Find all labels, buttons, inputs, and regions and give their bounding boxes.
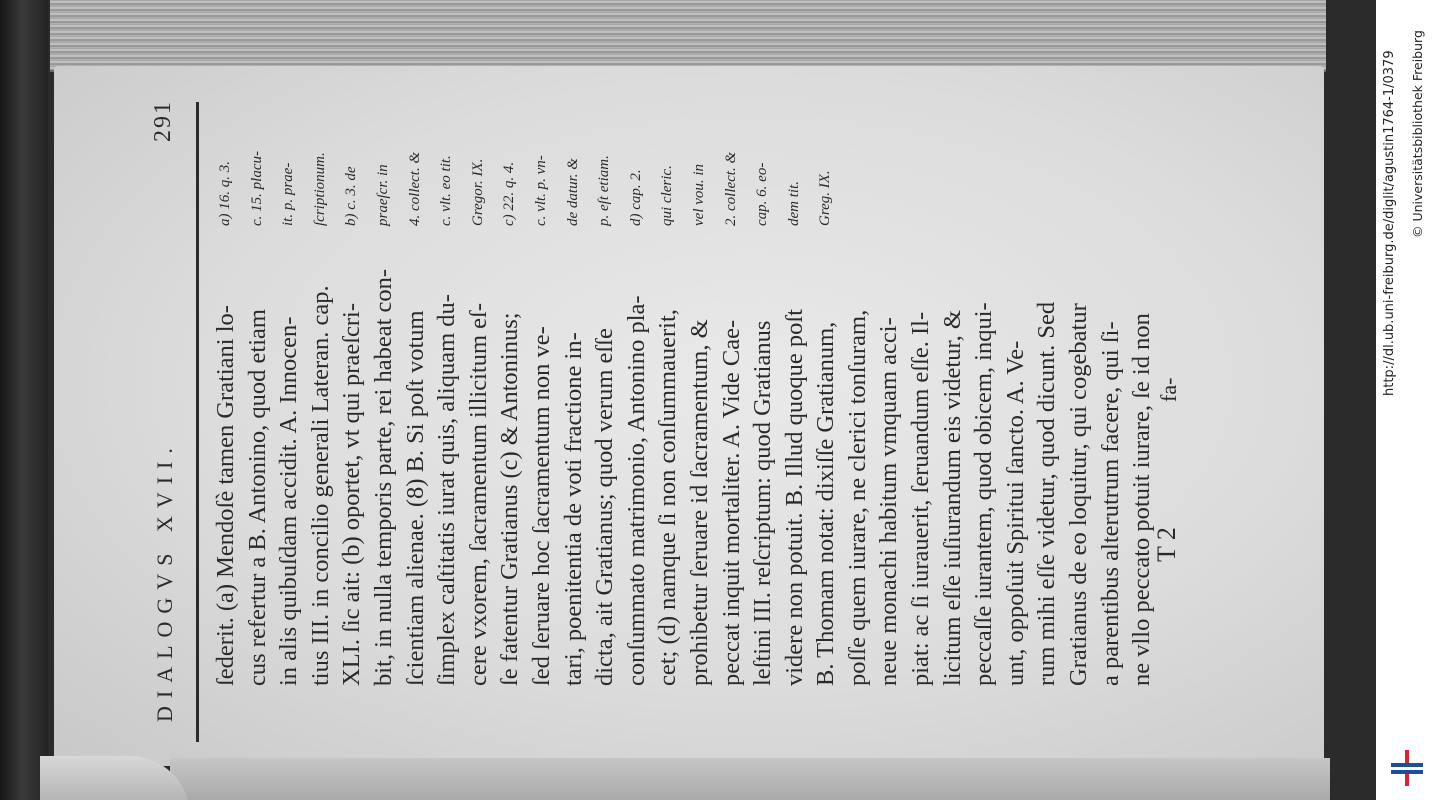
- running-head: DIALOGVS XVII.: [152, 440, 177, 722]
- text-line: Gratianus de eo loquitur, qui cogebatur: [1065, 303, 1093, 686]
- text-line: B. Thomam notat: dixiſſe Gratianum,: [812, 321, 840, 686]
- footer-marks: [1152, 282, 1192, 742]
- page-edges: [50, 0, 1326, 72]
- text-line: peccaſſe iurantem, quod obicem, inqui-: [970, 302, 998, 686]
- signature-mark: T 2: [1152, 527, 1181, 562]
- logo-bar-mid: [1391, 763, 1423, 767]
- logo-bar-bottom: [1405, 774, 1409, 786]
- catchword: fa-: [1156, 377, 1181, 402]
- logo-bar-low: [1391, 770, 1423, 774]
- text-line: prohibetur ſeruare id ſacramentum, &: [685, 319, 713, 686]
- text-line: tari, poenitentia de voti fractione in-: [559, 332, 587, 686]
- text-line: bit, in nulla temporis parte, rei habeat con-: [369, 268, 397, 686]
- opposite-page-strip: [170, 758, 1330, 800]
- marginal-note: ſcriptionum.: [311, 152, 328, 226]
- ub-freiburg-logo-icon[interactable]: [1387, 748, 1427, 788]
- marginal-note: p. eſt etiam.: [596, 155, 613, 226]
- text-line: peccat inquit mortaliter. A. Vide Cae-: [717, 319, 745, 686]
- body-text: [210, 230, 1158, 686]
- marginal-note: c. vlt. eo tit.: [438, 155, 455, 226]
- marginal-note: it. p. prae-: [280, 162, 297, 226]
- text-line: tius III. in concilio generali Lateran. cap.: [306, 285, 334, 686]
- text-line: ſed ſeruare hoc ſacramentum non ve-: [527, 326, 555, 686]
- text-line: ſcientiam alienae. (8) B. Si poſt votum: [401, 310, 429, 686]
- marginal-note: c. vlt. p. vn-: [532, 155, 549, 226]
- text-line: cere vxorem, ſacramentum illicitum eſ-: [464, 303, 492, 686]
- text-line: XLI. ſic ait: (b) oportet, vt qui praeſcri-: [338, 302, 366, 686]
- marginal-note: Greg. IX.: [817, 170, 834, 226]
- marginal-note: de datur. &: [564, 158, 581, 226]
- text-line: videre non potuit. B. Illud quoque poſt: [780, 309, 808, 686]
- text-line: piat: ac ſi iurauerit, ſeruandum eſſe. Il-: [907, 311, 935, 686]
- text-line: ſe fatentur Gratianus (c) & Antoninus;: [496, 312, 524, 686]
- text-line: licitum eſſe iuſiurandum eis videtur, &: [938, 310, 966, 686]
- marginal-note: 2. collect. &: [722, 151, 739, 226]
- text-line: cus refertur a B. Antonino, quod etiam: [243, 309, 271, 686]
- marginal-note: cap. 6. eo-: [754, 162, 771, 226]
- copyright-notice: © Universitätsbibliothek Freiburg: [1410, 30, 1425, 238]
- text-line: neue monachi habitum vmquam acci-: [875, 317, 903, 686]
- text-line: ſederit. (a) Mendoſè tamen Gratiani lo-: [212, 305, 239, 686]
- marginal-note: d) cap. 2.: [627, 169, 644, 226]
- marginal-note: a) 16. q. 3.: [217, 161, 233, 226]
- text-line: unt, oppoſuit Spiritui ſancto. A. Ve-: [1001, 340, 1029, 686]
- page-number: 291: [150, 100, 176, 142]
- marginal-note: Gregor. IX.: [469, 158, 486, 226]
- marginal-notes: [210, 86, 842, 226]
- logo-bar-top: [1405, 750, 1409, 763]
- text-line: poſſe quem iurare, ne clerici tonſuram,: [843, 309, 871, 686]
- text-line: conſummato matrimonio, Antonino pla-: [622, 295, 650, 686]
- permalink-url[interactable]: http://dl.ub.uni-freiburg.de/diglit/agustin1764-1/0379: [1382, 50, 1397, 396]
- page-text-block: [140, 82, 1360, 742]
- text-line: dicta, ait Gratianus; quod verum eſſe: [591, 328, 619, 686]
- text-line: a parentibus alterutrum facere, qui ſi-: [1096, 321, 1124, 686]
- sidebar-text: [1376, 0, 1434, 800]
- marginal-note: b) c. 3. de: [343, 166, 360, 226]
- marginal-note: qui cleric.: [659, 165, 676, 226]
- text-line: leſtini III. reſcriptum: quod Gratianus: [749, 320, 777, 686]
- text-line: ne vllo peccato potuit iurare, ſe id non: [1128, 313, 1156, 686]
- book-spine: [0, 0, 48, 800]
- marginal-note: c. 15. placu-: [248, 151, 265, 226]
- text-line: in alis quibuſdam accidit. A. Innocen-: [275, 316, 303, 686]
- page-header: [140, 102, 199, 742]
- marginal-note: praeſcr. in: [374, 164, 391, 226]
- text-line: ſimplex caſtitatis iurat quis, aliquam du-: [433, 294, 461, 686]
- marginal-note: dem tit.: [785, 181, 802, 226]
- marginal-note: 4. collect. &: [406, 151, 423, 226]
- marginal-note: c) 22. q. 4.: [501, 161, 518, 226]
- text-line: rum mihi eſſe videtur, quod dicunt. Sed: [1033, 301, 1061, 686]
- marginal-note: vel vou. in: [690, 163, 707, 226]
- info-sidebar: [1376, 0, 1434, 800]
- text-line: cet; (d) namque ſi non conſummauerit,: [654, 309, 682, 686]
